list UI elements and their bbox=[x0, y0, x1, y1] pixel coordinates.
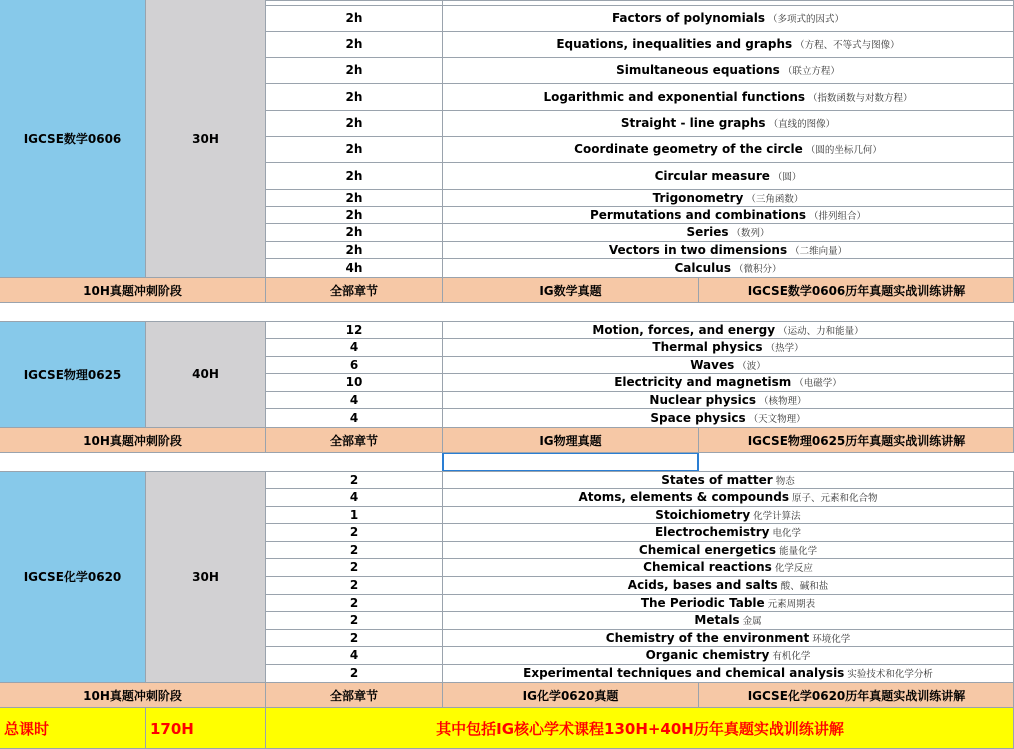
sprint-stage-label: 10H真题冲刺阶段 bbox=[83, 283, 182, 298]
physics-sprint-stage[interactable] bbox=[0, 428, 265, 452]
topic-name-en: Permutations and combinations bbox=[589, 207, 807, 222]
grid-vline bbox=[265, 707, 266, 749]
grid-vline bbox=[442, 321, 443, 427]
grid-hline bbox=[266, 523, 1014, 524]
grid-hline bbox=[266, 664, 1014, 665]
topic-name-zh: 实验技术和化学分析 bbox=[847, 669, 933, 680]
topic-name-en: Calculus bbox=[674, 260, 731, 275]
chemistry-sprint-scope[interactable] bbox=[266, 683, 442, 707]
topic-name-zh: （方程、不等式与图像） bbox=[795, 40, 900, 51]
topic-name-zh: 化学计算法 bbox=[753, 510, 801, 522]
topic-cell[interactable] bbox=[443, 110, 1013, 136]
topic-name-en: Coordinate geometry of the circle bbox=[574, 142, 803, 156]
math-total-cell[interactable] bbox=[146, 0, 265, 277]
topic-cell[interactable] bbox=[443, 321, 1013, 338]
sprint-scope-label: 全部章节 bbox=[329, 688, 378, 703]
topic-hours[interactable]: 2h bbox=[345, 142, 363, 156]
grid-hline bbox=[0, 321, 265, 322]
grid-hline bbox=[266, 646, 1014, 647]
total-hours-label: 总课时 bbox=[4, 720, 50, 738]
topic-name-zh: 电化学 bbox=[772, 528, 801, 539]
grid-vline bbox=[442, 471, 443, 682]
grid-vline bbox=[265, 0, 266, 277]
topic-cell[interactable] bbox=[443, 408, 1013, 427]
selected-cell[interactable] bbox=[442, 452, 699, 472]
topic-name-zh: （微积分） bbox=[733, 263, 782, 275]
topic-hours[interactable]: 10 bbox=[345, 375, 363, 389]
topic-name-zh: 酸、碱和盐 bbox=[780, 581, 829, 592]
topic-name-zh: （排列组合） bbox=[809, 210, 867, 222]
topic-name-en: Equations, inequalities and graphs bbox=[556, 37, 793, 51]
topic-hours[interactable]: 2 bbox=[349, 560, 359, 574]
topic-name-en: Electricity and magnetism bbox=[614, 375, 792, 389]
topic-name-zh: （指数函数与对数方程） bbox=[808, 92, 913, 104]
grid-hline bbox=[266, 321, 1014, 322]
grid-hline bbox=[266, 0, 1014, 1]
topic-name-zh: 物态 bbox=[775, 475, 795, 487]
topic-name-en: The Periodic Table bbox=[640, 595, 765, 610]
topic-name-zh: 原子、元素和化合物 bbox=[791, 493, 878, 504]
chemistry-total-cell[interactable] bbox=[146, 471, 265, 682]
topic-name-en: Experimental techniques and chemical analysis bbox=[523, 666, 845, 680]
sprint-material-label: IG化学0620真题 bbox=[522, 688, 619, 703]
grid-hline bbox=[266, 629, 1014, 630]
grid-vline bbox=[442, 682, 443, 707]
sprint-stage-label: 10H真题冲刺阶段 bbox=[83, 688, 182, 703]
footer-label-cell[interactable] bbox=[0, 708, 145, 749]
topic-cell[interactable] bbox=[443, 258, 1013, 277]
grid-hline bbox=[266, 356, 1014, 357]
total-hours-value: 170H bbox=[150, 719, 194, 738]
topic-hours[interactable]: 2 bbox=[349, 595, 359, 610]
math-course-name: IGCSE数学0606 bbox=[23, 132, 122, 146]
topic-name-zh: （热学） bbox=[765, 343, 804, 354]
topic-cell[interactable] bbox=[443, 664, 1013, 682]
grid-hline bbox=[266, 558, 1014, 559]
grid-hline bbox=[266, 206, 1014, 207]
topic-cell[interactable] bbox=[443, 629, 1013, 646]
grid-hline bbox=[0, 682, 1014, 683]
topic-name-en: Logarithmic and exponential functions bbox=[543, 89, 806, 104]
topic-cell[interactable] bbox=[443, 162, 1013, 189]
sprint-desc-label: IGCSE数学0606历年真题实战训练讲解 bbox=[747, 283, 966, 298]
grid-hline bbox=[266, 110, 1014, 111]
topic-hours[interactable]: 12 bbox=[345, 322, 363, 337]
physics-sprint-material[interactable] bbox=[443, 428, 698, 452]
topic-cell[interactable] bbox=[443, 356, 1013, 373]
topic-cell[interactable] bbox=[443, 373, 1013, 391]
math-course-cell[interactable] bbox=[0, 0, 145, 277]
grid-hline bbox=[266, 594, 1014, 595]
topic-cell[interactable] bbox=[443, 646, 1013, 664]
topic-hours[interactable]: 4 bbox=[349, 392, 359, 407]
math-sprint-material[interactable] bbox=[443, 278, 698, 302]
physics-sprint-desc[interactable] bbox=[699, 428, 1014, 452]
topic-name-en: Waves bbox=[690, 357, 735, 372]
grid-vline bbox=[265, 682, 266, 707]
topic-name-en: Series bbox=[686, 225, 729, 239]
grid-hline bbox=[266, 338, 1014, 339]
topic-name-zh: （电磁学） bbox=[794, 378, 842, 389]
topic-hours[interactable]: 2 bbox=[349, 578, 359, 592]
sprint-desc-label: IGCSE化学0620历年真题实战训练讲解 bbox=[747, 688, 966, 703]
footer-summary-cell[interactable] bbox=[266, 708, 1014, 749]
chemistry-sprint-material[interactable] bbox=[443, 683, 698, 707]
topic-name-en: Straight - line graphs bbox=[620, 116, 766, 130]
topic-hours[interactable]: 6 bbox=[349, 357, 359, 372]
grid-hline bbox=[266, 471, 1014, 472]
sprint-scope-label: 全部章节 bbox=[329, 283, 378, 298]
grid-hline bbox=[266, 391, 1014, 392]
topic-cell[interactable] bbox=[443, 471, 1013, 488]
math-sprint-desc[interactable] bbox=[699, 278, 1014, 302]
topic-cell[interactable] bbox=[443, 57, 1013, 83]
topic-name-en: Electrochemistry bbox=[654, 525, 770, 539]
topic-cell[interactable] bbox=[443, 136, 1013, 162]
grid-vline bbox=[442, 0, 443, 277]
grid-vline bbox=[442, 277, 443, 302]
chemistry-course-cell[interactable] bbox=[0, 471, 145, 682]
topic-cell[interactable] bbox=[443, 523, 1013, 541]
topic-name-zh: （数列） bbox=[731, 228, 770, 239]
grid-hline bbox=[0, 427, 1014, 428]
topic-name-zh: （核物理） bbox=[759, 395, 807, 407]
grid-hline bbox=[266, 506, 1014, 507]
grid-hline bbox=[266, 373, 1014, 374]
sprint-material-label: IG数学真题 bbox=[539, 283, 602, 298]
topic-name-en: Vectors in two dimensions bbox=[608, 242, 788, 257]
topic-hours[interactable]: 4 bbox=[349, 340, 359, 354]
sprint-stage-label: 10H真题冲刺阶段 bbox=[83, 433, 182, 448]
grid-hline bbox=[266, 241, 1014, 242]
grid-hline bbox=[266, 83, 1014, 84]
topic-hours[interactable]: 2 bbox=[349, 472, 359, 487]
topic-hours[interactable]: 2h bbox=[345, 63, 363, 77]
math-total-hours: 30H bbox=[192, 131, 219, 146]
topic-name-en: Circular measure bbox=[654, 168, 770, 183]
topic-name-en: Nuclear physics bbox=[649, 392, 757, 407]
topic-hours[interactable]: 2h bbox=[345, 116, 363, 130]
grid-vline bbox=[145, 321, 146, 427]
topic-name-zh: （圆的坐标几何） bbox=[805, 145, 882, 156]
topic-name-zh: 能量化学 bbox=[779, 545, 818, 557]
physics-total-cell[interactable] bbox=[146, 321, 265, 427]
topic-hours[interactable]: 4 bbox=[349, 490, 359, 504]
topic-name-zh: （直线的图像） bbox=[768, 119, 836, 130]
grid-hline bbox=[266, 162, 1014, 163]
math-sprint-stage[interactable] bbox=[0, 278, 265, 302]
topic-hours[interactable]: 2 bbox=[349, 525, 359, 539]
topic-name-en: Metals bbox=[694, 613, 740, 627]
grid-vline bbox=[265, 427, 266, 452]
grid-hline bbox=[266, 258, 1014, 259]
topic-name-en: Acids, bases and salts bbox=[627, 578, 778, 592]
physics-course-name: IGCSE物理0625 bbox=[23, 367, 122, 382]
topic-name-en: Space physics bbox=[650, 410, 746, 425]
topic-cell[interactable] bbox=[443, 391, 1013, 408]
topic-name-en: Trigonometry bbox=[652, 190, 744, 205]
physics-course-cell[interactable] bbox=[0, 321, 145, 427]
grid-vline bbox=[265, 471, 266, 682]
topic-hours[interactable]: 2h bbox=[345, 168, 363, 183]
grid-hline bbox=[266, 488, 1014, 489]
grid-vline bbox=[145, 0, 146, 277]
topic-hours[interactable]: 2h bbox=[345, 37, 363, 51]
grid-hline bbox=[0, 277, 1014, 278]
topic-name-en: Chemistry of the environment bbox=[605, 630, 810, 645]
sprint-desc-label: IGCSE物理0625历年真题实战训练讲解 bbox=[747, 433, 966, 448]
course-summary-text: 其中包括IG核心学术课程130H+40H历年真题实战训练讲解 bbox=[436, 720, 844, 738]
topic-name-zh: 金属 bbox=[742, 616, 762, 627]
topic-hours[interactable]: 4 bbox=[349, 410, 359, 425]
topic-name-en: Factors of polynomials bbox=[611, 11, 766, 25]
topic-name-zh: （波） bbox=[737, 360, 766, 372]
topic-name-en: Atoms, elements & compounds bbox=[578, 490, 789, 504]
topic-hours[interactable]: 2 bbox=[349, 630, 359, 645]
footer-total-cell[interactable] bbox=[146, 708, 265, 749]
topic-name-en: Motion, forces, and energy bbox=[592, 322, 776, 337]
chemistry-sprint-stage[interactable] bbox=[0, 683, 265, 707]
topic-name-zh: 元素周期表 bbox=[767, 598, 816, 610]
grid-vline bbox=[442, 427, 443, 452]
grid-vline bbox=[698, 277, 699, 302]
topic-name-en: Organic chemistry bbox=[645, 648, 770, 662]
grid-hline bbox=[0, 452, 1014, 453]
topic-cell[interactable] bbox=[443, 206, 1013, 223]
grid-hline bbox=[0, 707, 1014, 708]
topic-name-en: Chemical energetics bbox=[638, 542, 777, 557]
grid-hline bbox=[266, 189, 1014, 190]
topic-hours[interactable]: 2h bbox=[345, 190, 363, 205]
grid-hline bbox=[266, 576, 1014, 577]
topic-hours[interactable]: 2 bbox=[349, 666, 359, 680]
grid-hline bbox=[266, 611, 1014, 612]
grid-hline bbox=[266, 541, 1014, 542]
topic-cell[interactable] bbox=[443, 611, 1013, 629]
topic-cell[interactable] bbox=[443, 338, 1013, 356]
topic-name-en: Simultaneous equations bbox=[616, 63, 780, 77]
topic-hours[interactable]: 2h bbox=[345, 242, 363, 257]
topic-cell[interactable] bbox=[443, 558, 1013, 576]
topic-name-zh: （多项式的因式） bbox=[768, 14, 845, 25]
topic-cell[interactable] bbox=[443, 31, 1013, 57]
topic-name-zh: （三角函数） bbox=[746, 193, 804, 205]
topic-name-en: States of matter bbox=[661, 472, 773, 487]
grid-hline bbox=[266, 57, 1014, 58]
topic-name-zh: （联立方程） bbox=[782, 66, 840, 77]
topic-cell[interactable] bbox=[443, 576, 1013, 594]
physics-total-hours: 40H bbox=[192, 367, 219, 381]
chemistry-course-name: IGCSE化学0620 bbox=[23, 570, 122, 584]
topic-name-en: Stoichiometry bbox=[655, 507, 751, 522]
topic-name-zh: 有机化学 bbox=[772, 651, 811, 662]
topic-hours[interactable]: 2h bbox=[345, 207, 363, 222]
grid-hline bbox=[0, 471, 265, 472]
topic-name-zh: 化学反应 bbox=[774, 563, 813, 574]
topic-hours[interactable]: 2h bbox=[345, 11, 363, 25]
grid-vline bbox=[698, 427, 699, 452]
topic-hours[interactable]: 4h bbox=[345, 260, 363, 275]
topic-name-zh: （运动、力和能量） bbox=[778, 325, 864, 337]
topic-cell[interactable] bbox=[443, 189, 1013, 206]
physics-sprint-scope[interactable] bbox=[266, 428, 442, 452]
topic-cell[interactable] bbox=[443, 541, 1013, 558]
grid-vline bbox=[265, 277, 266, 302]
chemistry-sprint-desc[interactable] bbox=[699, 683, 1014, 707]
grid-hline bbox=[266, 408, 1014, 409]
sprint-material-label: IG物理真题 bbox=[539, 433, 602, 448]
grid-vline bbox=[145, 707, 146, 749]
grid-hline bbox=[266, 5, 1014, 6]
topic-cell[interactable] bbox=[443, 83, 1013, 110]
grid-hline bbox=[266, 136, 1014, 137]
grid-vline bbox=[265, 321, 266, 427]
topic-hours[interactable]: 2 bbox=[349, 613, 359, 627]
topic-name-zh: （二维向量） bbox=[790, 245, 848, 257]
grid-hline bbox=[266, 31, 1014, 32]
topic-hours[interactable]: 4 bbox=[349, 648, 359, 662]
grid-vline bbox=[698, 682, 699, 707]
topic-name-zh: 环境化学 bbox=[812, 633, 851, 645]
math-sprint-scope[interactable] bbox=[266, 278, 442, 302]
topic-name-en: Chemical reactions bbox=[643, 560, 772, 574]
chemistry-total-hours: 30H bbox=[192, 569, 219, 584]
topic-cell[interactable] bbox=[443, 506, 1013, 523]
topic-hours[interactable]: 2h bbox=[345, 89, 363, 104]
grid-hline bbox=[266, 223, 1014, 224]
topic-cell[interactable] bbox=[443, 5, 1013, 31]
topic-cell[interactable] bbox=[443, 241, 1013, 258]
topic-name-zh: （圆） bbox=[772, 171, 802, 183]
topic-cell[interactable] bbox=[443, 488, 1013, 506]
topic-hours[interactable]: 2 bbox=[349, 542, 359, 557]
topic-name-en: Thermal physics bbox=[652, 340, 763, 354]
topic-hours[interactable]: 2h bbox=[345, 225, 363, 239]
grid-hline bbox=[0, 302, 1014, 303]
topic-cell[interactable] bbox=[443, 594, 1013, 611]
topic-name-zh: （天文物理） bbox=[748, 413, 806, 425]
topic-hours[interactable]: 1 bbox=[349, 507, 359, 522]
sprint-scope-label: 全部章节 bbox=[329, 433, 378, 448]
topic-cell[interactable] bbox=[443, 223, 1013, 241]
grid-vline bbox=[145, 471, 146, 682]
